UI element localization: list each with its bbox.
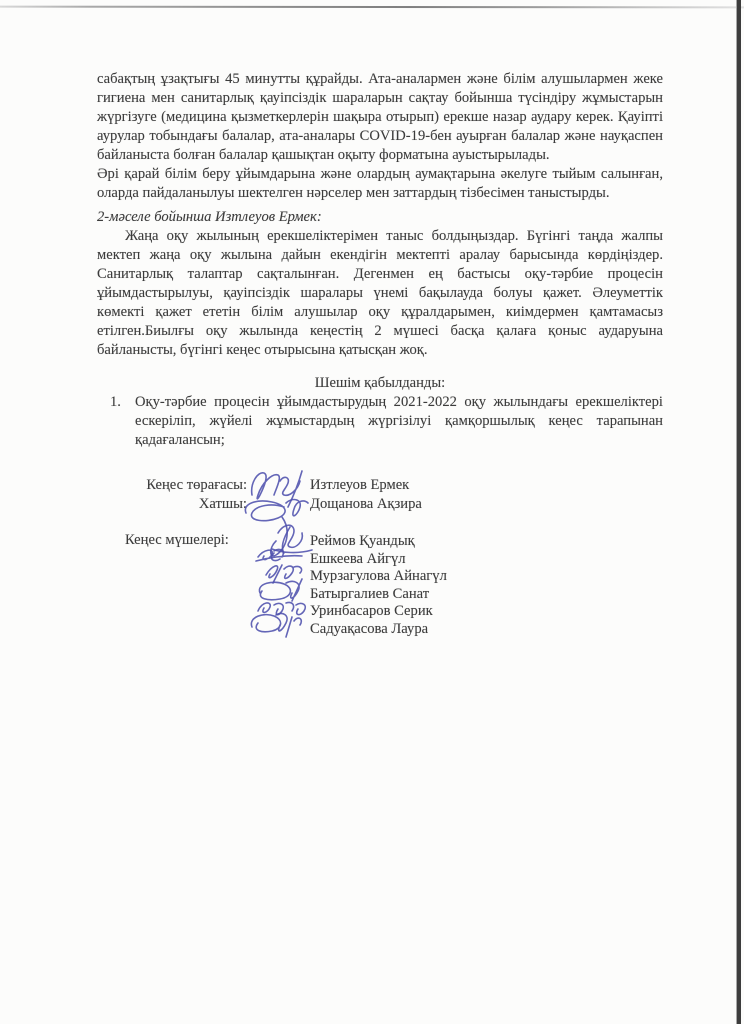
member-name: Садуақасова Лаура [310,620,429,637]
document-body [97,70,663,450]
member-name: Мурзагулова Айнагүл [310,568,447,585]
decision-item-text: Оқу-тәрбие процесін ұйымдастырудың 2021-2022 оқу жылындағы ерекшеліктері ескеріліп, жүйелі жұмыстардың жүргізілуі қамқоршылық кеңес тарапынан қадағалансын; [135,394,663,448]
member-name: Батыргалиев Санат [310,585,430,602]
chairman-name: Изтлеуов Ермек [310,477,410,493]
secretary-label: Хатшы: [198,496,247,512]
member-name: Ешкеева Айгүл [310,550,406,567]
member-signature-batyrgaliev-ink [259,579,302,601]
secretary-signature-ink [245,500,308,556]
paragraph-lesson-duration-continuation: сабақтың ұзақтығы 45 минутты құрайды. Ата-аналармен және білім алушылармен жеке гигиена мен санитарлық қауіпсіздік шараларын сақтау бойынша түсіндіру жұмыстарын жүргізуге (медицина қызметкерлерін шақыра отырып) ерекше назар аудару керек. Қауіпті аурулар тобындағы балалар, ата-аналары COVID-19-бен ауырған балалар және науқаспен байланыста болған балалар қашықтан оқыту форматына ауыстырылады. [97,71,663,163]
member-name: Уринбасаров Серик [310,603,433,620]
paragraph-prohibited-items: Әрі қарай білім беру ұйымдарына және олардың аумақтарына әкелуге тыйым салынған, оларда пайдаланылуы шектелген нәрселер мен заттардың тізбесімен таныстырды. [97,166,663,201]
decision-list-item [110,393,663,450]
chairman-label: Кеңес төрағасы: [146,477,247,493]
issue2-heading: 2-мәселе бойынша Изтлеуов Ермек: [97,209,322,225]
member-signature-saduakasova-ink [251,613,301,637]
member-signature-murzagulova-ink [266,565,302,583]
secretary-name: Дощанова Ақзира [310,496,422,512]
members-label: Кеңес мүшелері: [125,532,229,548]
scan-artifact-right-edge-line [737,0,741,1024]
decision-item-number: 1. [110,394,121,410]
issue2-paragraph: Жаңа оқу жылының ерекшеліктерімен таныс болдыңыздар. Бүгінгі таңда жалпы мектеп жаңа оқу жылына дайын екендігін мектепті аралау барысында көрдіңіздер. Санитарлық талаптар сақталынған. Дегенмен ең бастысы оқу-тәрбие процесін ұйымдастырылуы, қауіпсіздік шаралары үнемі бақылауда болуы қажет. Әлеуметтік көмекті қажет ететін білім алушылар оқу құралдарымен, киімдермен қамтамасыз етілген.Биылғы оқу жылында кеңестің 2 мүшесі басқа қалаға қоныс аударуына байланысты, бүгінгі кеңес отырысына қатысқан жоқ. [97,228,663,358]
member-name: Реймов Қуандық [310,533,415,549]
scan-artifact-top-line [0,6,744,9]
decision-title: Шешім қабылданды: [314,375,446,391]
handwritten-signatures-overlay [228,455,348,655]
